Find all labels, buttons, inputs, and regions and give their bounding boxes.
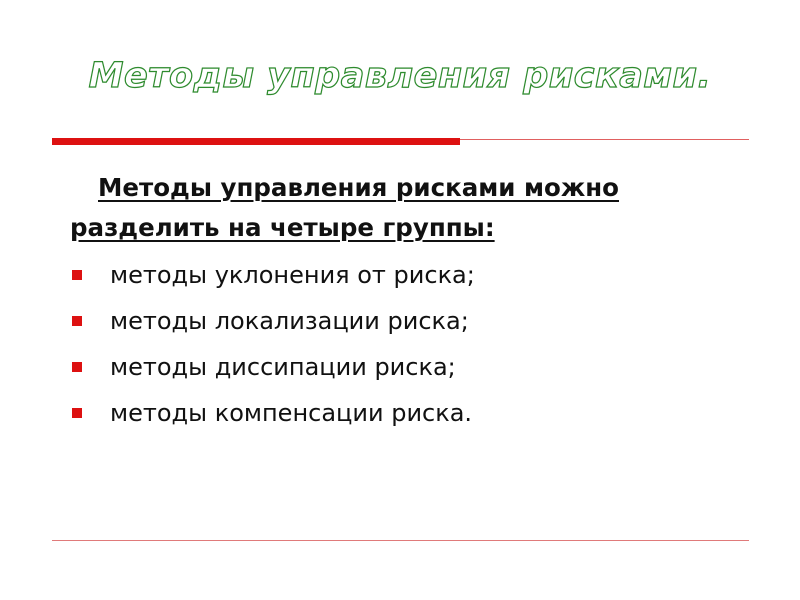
square-bullet-icon bbox=[72, 270, 82, 280]
methods-list bbox=[70, 252, 475, 436]
intro-line-2: разделить на четыре группы: bbox=[70, 213, 495, 242]
list-item-text: методы уклонения от риска; bbox=[110, 261, 475, 289]
intro-paragraph bbox=[70, 168, 750, 248]
list-item bbox=[70, 298, 475, 344]
list-item-text: методы диссипации риска; bbox=[110, 353, 456, 381]
list-item-text: методы локализации риска; bbox=[110, 307, 469, 335]
bottom-divider bbox=[52, 540, 749, 541]
list-item bbox=[70, 344, 475, 390]
list-item bbox=[70, 390, 475, 436]
list-item-text: методы компенсации риска. bbox=[110, 399, 473, 427]
list-item bbox=[70, 252, 475, 298]
intro-line-1: Методы управления рисками можно bbox=[98, 173, 619, 202]
square-bullet-icon bbox=[72, 408, 82, 418]
square-bullet-icon bbox=[72, 362, 82, 372]
slide-title: Методы управления рисками. bbox=[88, 56, 712, 96]
square-bullet-icon bbox=[72, 316, 82, 326]
top-divider-thick bbox=[52, 138, 460, 145]
